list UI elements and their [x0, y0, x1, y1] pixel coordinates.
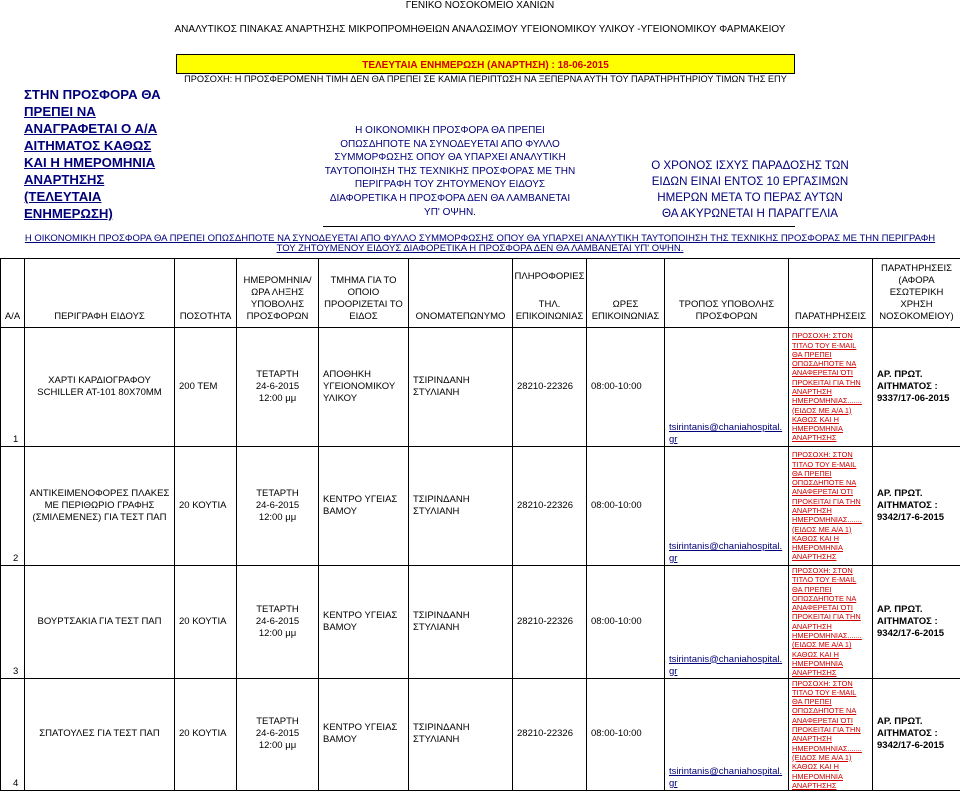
cell-line: ΑΝΤΙΚΕΙΜΕΝΟΦΟΡΕΣ ΠΛΑΚΕΣ [29, 488, 170, 499]
cell-line: ΥΛΙΚΟΥ [323, 393, 358, 404]
cell-line[interactable]: tsirintanis@chaniahospital. [669, 541, 783, 552]
cell-line: ΣΠΑΤΟΥΛΕΣ ΓΙΑ ΤΕΣΤ ΠΑΠ [39, 728, 160, 740]
protocol-line: 9342/17-6-2015 [877, 512, 945, 523]
cell-line: ΣΤΥΛΙΑΝΗ [413, 506, 460, 517]
remark-line: ΠΡΟΣΟΧΗ: ΣΤΟΝ [792, 331, 853, 341]
item-quantity: 200 ΤΕΜ [175, 328, 237, 447]
remark-line: ΗΜΕΡΟΜΗΝΙΑΣ....... [792, 743, 862, 753]
middle-note-line: ΔΙΑΦΟΡΕΤΙΚΑ Η ΠΡΟΣΦΟΡΑ ΔΕΝ ΘΑ ΛΑΜΒΑΝΕΤΑΙ [329, 192, 571, 204]
item-description [25, 447, 175, 566]
table-row [1, 447, 960, 566]
protocol-line: ΑΡ. ΠΡΩΤ. [877, 488, 923, 499]
remark-line: (ΕΙΔΟΣ ΜΕ Α/Α 1) [792, 640, 852, 650]
cell-line: ΤΕΤΑΡΤΗ [256, 488, 299, 499]
contact-phone: 28210-22326 [513, 447, 587, 566]
left-note-line: ΠΡΕΠΕΙ ΝΑ [24, 104, 96, 119]
item-deadline [237, 678, 319, 791]
item-department [319, 566, 409, 679]
document-subtitle: ΑΝΑΛΥΤΙΚΟΣ ΠΙΝΑΚΑΣ ΑΝΑΡΤΗΣΗΣ ΜΙΚΡΟΠΡΟΜΗΘΕΙΩΝ ΑΝΑΛΩΣΙΜΟΥ ΥΓΕΙΟΝΟΜΙΚΟΥ ΥΛΙΚΟΥ -ΥΓΕΙΟΝΟΜΙΚΟΥ ΦΑΡΜΑΚΕΙΟΥ [174, 24, 786, 35]
remark-line: ΑΝΑΡΤΗΣΗΣ [792, 780, 837, 790]
remark-line: ΠΡΟΚΕΙΤΑΙ ΓΙΑ ΤΗΝ [792, 377, 861, 387]
remark-line: ΑΝΑΦΕΡΕΤΑΙ ΌΤΙ [792, 603, 853, 613]
email-link[interactable] [665, 447, 789, 566]
col-header-method [665, 259, 789, 328]
header-line: ΠΡΟΣΦΟΡΩΝ [246, 311, 309, 322]
cell-line: 24-6-2015 [255, 728, 300, 740]
full-note-line: Η ΟΙΚΟΝΟΜΙΚΗ ΠΡΟΣΦΟΡΑ ΘΑ ΠΡΕΠΕΙ ΟΠΩΣΔΗΠΟΤΕ ΝΑ ΣΥΝΟΔΕΥΕΤΑΙ ΑΠΟ ΦΥΛΛΟ ΣΥΜΜΟΡΦΩΣΗΣ ΟΠΟΥ ΘΑ ΥΠΑΡΧΕΙ ΑΝΑΛΥΤΙΚΗ ΤΑΥΤΟΠΟΙΗΣΗ ΤΗΣ ΤΕΧΝΙΚΗΣ ΠΡΟΣΦΟΡΑΣ ΜΕ ΤΗΝ ΠΕΡΙΓΡΑΦΗ [24, 233, 936, 244]
cell-line: ΤΕΤΑΡΤΗ [256, 603, 299, 615]
left-note-line: ΚΑΙ Η ΗΜΕΡΟΜΗΝΙΑ [24, 155, 156, 170]
protocol-line: 9342/17-6-2015 [877, 740, 945, 752]
protocol-line: ΑΙΤΗΜΑΤΟΣ : [877, 728, 938, 740]
header-line: ΠΡΟΟΡΙΖΕΤΑΙ ΤΟ [324, 299, 403, 310]
cell-line: ΜΕ ΠΕΡΙΘΩΡΙΟ ΓΡΑΦΗΣ [44, 500, 155, 511]
full-width-note [0, 234, 960, 254]
header-line: ΗΜΕΡΟΜΗΝΙΑ/ [243, 275, 312, 286]
left-note-line: (ΤΕΛΕΥΤΑΙΑ [24, 189, 102, 204]
col-header-department [319, 259, 409, 328]
remark-line: ΑΝΑΡΤΗΣΗ [792, 387, 832, 396]
remarks-cell [789, 566, 873, 679]
remark-line: ΟΠΩΣΔΗΠΟΤΕ ΝΑ [792, 706, 857, 716]
cell-line: ΒΑΜΟΥ [323, 506, 358, 517]
remark-line: ΘΑ ΠΡΕΠΕΙ [792, 584, 832, 594]
header-line: ΤΡΟΠΟΣ ΥΠΟΒΟΛΗΣ [678, 299, 775, 310]
row-number: 1 [1, 328, 25, 447]
remarks-cell [789, 328, 873, 447]
header-line: ΤΗΛ. [538, 299, 561, 310]
contact-name [409, 566, 513, 679]
remark-line: ΟΠΩΣΔΗΠΟΤΕ ΝΑ [792, 359, 857, 369]
cell-line: 24-6-2015 [255, 500, 300, 511]
remark-line: (ΕΙΔΟΣ ΜΕ Α/Α 1) [792, 524, 852, 534]
middle-note-line: Η ΟΙΚΟΝΟΜΙΚΗ ΠΡΟΣΦΟΡΑ ΘΑ ΠΡΕΠΕΙ [355, 125, 545, 136]
cell-line: ΚΕΝΤΡΟ ΥΓΕΙΑΣ [323, 722, 398, 734]
divider-rule [323, 226, 795, 227]
remark-line: ΚΑΘΩΣ ΚΑΙ Η [792, 649, 839, 659]
cell-line[interactable]: tsirintanis@chaniahospital. [669, 766, 783, 778]
remarks-cell [789, 678, 873, 791]
cell-line[interactable]: tsirintanis@chaniahospital. [669, 422, 783, 433]
remark-line: ΤΙΤΛΟ ΤΟΥ E-MAIL [792, 687, 857, 697]
protocol-cell [873, 678, 960, 791]
protocol-cell [873, 566, 960, 679]
cell-line[interactable]: gr [669, 778, 678, 790]
remarks-cell [789, 447, 873, 566]
protocol-line: ΑΡ. ΠΡΩΤ. [877, 369, 923, 380]
cell-line: (ΣΜΙΛΕΜΕΝΕΣ) ΓΙΑ ΤΕΣΤ ΠΑΠ [32, 512, 167, 523]
cell-line[interactable]: tsirintanis@chaniahospital. [669, 653, 783, 665]
remark-line: ΟΠΩΣΔΗΠΟΤΕ ΝΑ [792, 478, 857, 488]
cell-line: ΤΣΙΡΙΝΔΑΝΗ [413, 375, 470, 386]
row-number: 3 [1, 566, 25, 679]
remark-line: ΑΝΑΡΤΗΣΗΣ [792, 552, 837, 562]
item-department [319, 447, 409, 566]
header-line: (ΑΦΟΡΑ [898, 275, 935, 286]
cell-line: ΚΕΝΤΡΟ ΥΓΕΙΑΣ [323, 494, 398, 505]
col-header-description: ΠΕΡΙΓΡΑΦΗ ΕΙΔΟΥΣ [25, 259, 175, 328]
protocol-line: ΑΡ. ΠΡΩΤ. [877, 603, 923, 615]
cell-line: ΣΤΥΛΙΑΝΗ [413, 387, 460, 398]
table-row [1, 678, 960, 791]
table-row [1, 328, 960, 447]
item-deadline [237, 447, 319, 566]
contact-phone: 28210-22326 [513, 566, 587, 679]
middle-note-line: ΥΠ' ΟΨΗΝ. [424, 206, 476, 218]
protocol-line: ΑΙΤΗΜΑΤΟΣ : [877, 500, 938, 511]
remark-line: ΠΡΟΣΟΧΗ: ΣΤΟΝ [792, 566, 853, 575]
contact-name [409, 678, 513, 791]
cell-line: 12:00 μμ [258, 393, 297, 404]
header-line: ΠΑΡΑΤΗΡΗΣΕΙΣ [880, 263, 953, 274]
header-line: ΧΡΗΣΗ [900, 299, 933, 310]
remark-line: ΗΜΕΡΟΜΗΝΙΑ [792, 543, 843, 553]
cell-line[interactable]: gr [669, 665, 678, 677]
cell-line: 12:00 μμ [258, 627, 297, 639]
item-deadline [237, 328, 319, 447]
right-note-line: Ο ΧΡΟΝΟΣ ΙΣΧΥΣ ΠΑΡΑΔΟΣΗΣ ΤΩΝ [651, 159, 849, 172]
remark-line: ΗΜΕΡΟΜΗΝΙΑΣ....... [792, 515, 862, 525]
cell-line: ΑΠΟΘΗΚΗ [323, 369, 372, 380]
protocol-cell [873, 447, 960, 566]
row-number: 4 [1, 678, 25, 791]
cell-line: SCHILLER AT-101 80X70MM [37, 387, 162, 398]
cell-line: ΤΣΙΡΙΝΔΑΝΗ [413, 494, 470, 505]
header-line: ΩΡΑ ΛΗΞΗΣ [251, 287, 304, 298]
middle-note [320, 124, 580, 219]
cell-line[interactable]: gr [669, 434, 678, 445]
header-line: ΩΡΕΣ [612, 299, 639, 310]
header-line: ΤΜΗΜΑ ΓΙΑ ΤΟ [330, 275, 397, 286]
item-quantity: 20 ΚΟΥΤΙΑ [175, 447, 237, 566]
header-line: ΠΡΟΣΦΟΡΩΝ [695, 311, 758, 322]
price-warning: ΠΡΟΣΟΧΗ: Η ΠΡΟΣΦΕΡΟΜΕΝΗ ΤΙΜΗ ΔΕΝ ΘΑ ΠΡΕΠΕΙ ΣΕ ΚΑΜΙΑ ΠΕΡΙΠΤΩΣΗ ΝΑ ΞΕΠΕΡΝΑ ΑΥΤΗ ΤΟΥ ΠΑΡΑΤΗΡΗΤΗΡΙΟΥ ΤΙΜΩΝ ΤΗΣ ΕΠΥ [184, 74, 787, 84]
col-header-hours [587, 259, 665, 328]
remark-line: ΑΝΑΡΤΗΣΗΣ [792, 433, 837, 443]
remark-line: ΗΜΕΡΟΜΗΝΙΑ [792, 658, 843, 668]
remark-line: ΗΜΕΡΟΜΗΝΙΑΣ....... [792, 631, 862, 641]
cell-line: 24-6-2015 [255, 381, 300, 392]
remark-line: ΚΑΘΩΣ ΚΑΙ Η [792, 762, 839, 772]
header-line: ΕΣΩΤΕΡΙΚΗ [889, 287, 944, 298]
item-deadline [237, 566, 319, 679]
remark-line: ΑΝΑΦΕΡΕΤΑΙ ΌΤΙ [792, 368, 853, 378]
protocol-line: ΑΡ. ΠΡΩΤ. [877, 716, 923, 728]
item-quantity: 20 ΚΟΥΤΙΑ [175, 566, 237, 679]
left-note-line: ΑΝΑΓΡΑΦΕΤΑΙ Ο Α/Α [24, 121, 158, 136]
middle-note-line: ΠΕΡΙΓΡΑΦΗ ΤΟΥ ΖΗΤΟΥΜΕΝΟΥ ΕΙΔΟΥΣ [354, 179, 546, 191]
remark-line: ΗΜΕΡΟΜΗΝΙΑ [792, 424, 843, 434]
header-line: ΕΠΙΚΟΙΝΩΝΙΑΣ [591, 311, 660, 322]
col-header-remarks: ΠΑΡΑΤΗΡΗΣΕΙΣ [789, 259, 873, 328]
contact-hours: 08:00-10:00 [587, 566, 665, 679]
protocol-line: ΑΙΤΗΜΑΤΟΣ : [877, 381, 938, 392]
header-line: ΟΠΟΙΟ [347, 287, 380, 298]
protocol-line: 9337/17-06-2015 [877, 393, 950, 404]
middle-note-line: ΟΠΩΣΔΗΠΟΤΕ ΝΑ ΣΥΝΟΔΕΥΕΤΑΙ ΑΠΟ ΦΥΛΛΟ [340, 138, 560, 150]
cell-line: 12:00 μμ [258, 740, 297, 752]
contact-hours: 08:00-10:00 [587, 447, 665, 566]
right-note-line: ΕΙΔΩΝ ΕΙΝΑΙ ΕΝΤΟΣ 10 ΕΡΓΑΣΙΜΩΝ [651, 175, 849, 188]
cell-line[interactable]: gr [669, 553, 678, 564]
left-note-line: ΕΝΗΜΕΡΩΣΗ) [24, 206, 113, 221]
contact-hours: 08:00-10:00 [587, 328, 665, 447]
contact-phone: 28210-22326 [513, 678, 587, 791]
remark-line: ΠΡΟΚΕΙΤΑΙ ΓΙΑ ΤΗΝ [792, 612, 861, 622]
remark-line: (ΕΙΔΟΣ ΜΕ Α/Α 1) [792, 405, 852, 415]
item-department [319, 678, 409, 791]
col-header-quantity: ΠΟΣΟΤΗΤΑ [175, 259, 237, 328]
item-description [25, 328, 175, 447]
remark-line: ΘΑ ΠΡΕΠΕΙ [792, 468, 832, 478]
remark-line: ΚΑΘΩΣ ΚΑΙ Η [792, 414, 839, 424]
col-header-internal-remarks [873, 259, 960, 328]
remark-line: ΠΡΟΣΟΧΗ: ΣΤΟΝ [792, 678, 853, 688]
cell-line: ΒΟΥΡΤΣΑΚΙΑ ΓΙΑ ΤΕΣΤ ΠΑΠ [37, 615, 162, 627]
remark-line: ΑΝΑΡΤΗΣΗ [792, 734, 832, 744]
col-header-phone [513, 259, 587, 328]
cell-line: ΤΣΙΡΙΝΔΑΝΗ [413, 722, 470, 734]
left-note-line: ΣΤΗΝ ΠΡΟΣΦΟΡΑ ΘΑ [24, 87, 161, 102]
remark-line: ΘΑ ΠΡΕΠΕΙ [792, 349, 832, 359]
cell-line: ΣΤΥΛΙΑΝΗ [413, 621, 460, 633]
item-description [25, 566, 175, 679]
item-department [319, 328, 409, 447]
item-description [25, 678, 175, 791]
col-header-name: ΟΝΟΜΑΤΕΠΩΝΥΜΟ [409, 259, 513, 328]
item-quantity: 20 ΚΟΥΤΙΑ [175, 678, 237, 791]
cell-line: ΒΑΜΟΥ [323, 734, 358, 746]
table-header-row [1, 259, 960, 328]
header-line: ΥΠΟΒΟΛΗΣ [250, 299, 305, 310]
protocol-line: 9342/17-6-2015 [877, 627, 945, 639]
middle-note-line: ΣΥΜΜΟΡΦΩΣΗΣ ΟΠΟΥ ΘΑ ΥΠΑΡΧΕΙ ΑΝΑΛΥΤΙΚΗ [334, 152, 566, 164]
middle-note-line: ΤΑΥΤΟΠΟΙΗΣΗ ΤΗΣ ΤΕΧΝΙΚΗΣ ΠΡΟΣΦΟΡΑΣ ΜΕ ΤΗΝ [324, 165, 576, 177]
cell-line: ΣΤΥΛΙΑΝΗ [413, 734, 460, 746]
left-note [24, 86, 174, 222]
cell-line: ΚΕΝΤΡΟ ΥΓΕΙΑΣ [323, 609, 398, 621]
hospital-name: ΓΕΝΙΚΟ ΝΟΣΟΚΟΜΕΙΟ ΧΑΝΙΩΝ [405, 0, 555, 11]
email-link[interactable] [665, 678, 789, 791]
remark-line: ΑΝΑΡΤΗΣΗ [792, 506, 832, 515]
remark-line: ΠΡΟΚΕΙΤΑΙ ΓΙΑ ΤΗΝ [792, 725, 861, 735]
remark-line: ΟΠΩΣΔΗΠΟΤΕ ΝΑ [792, 593, 857, 603]
remark-line: ΗΜΕΡΟΜΗΝΙΑΣ....... [792, 396, 862, 406]
row-number: 2 [1, 447, 25, 566]
full-note-line: ΤΟΥ ΖΗΤΟΥΜΕΝΟΥ ΕΙΔΟΥΣ ΔΙΑΦΟΡΕΤΙΚΑ Η ΠΡΟΣΦΟΡΑ ΔΕΝ ΘΑ ΛΑΜΒΑΝΕΤΑΙ ΥΠ' ΟΨΗΝ. [276, 243, 684, 254]
header-line: ΝΟΣΟΚΟΜΕΙΟΥ) [879, 311, 954, 322]
protocol-cell [873, 328, 960, 447]
remark-line: ΠΡΟΣΟΧΗ: ΣΤΟΝ [792, 450, 853, 460]
email-link[interactable] [665, 328, 789, 447]
info-group-label: ΠΛΗΡΟΦΟΡΙΕΣ [514, 271, 585, 282]
contact-phone: 28210-22326 [513, 328, 587, 447]
remark-line: ΑΝΑΡΤΗΣΗΣ [792, 668, 837, 678]
col-header-deadline [237, 259, 319, 328]
cell-line: 24-6-2015 [255, 615, 300, 627]
header-line: ΕΠΙΚΟΙΝΩΝΙΑΣ [515, 311, 584, 322]
left-note-line: ΑΙΤΗΜΑΤΟΣ ΚΑΘΩΣ [24, 138, 152, 153]
procurement-table [0, 258, 960, 791]
right-note [620, 158, 880, 222]
remark-line: ΑΝΑΦΕΡΕΤΑΙ ΌΤΙ [792, 487, 853, 497]
remark-line: ΚΑΘΩΣ ΚΑΙ Η [792, 533, 839, 543]
right-note-line: ΘΑ ΑΚΥΡΩΝΕΤΑΙ Η ΠΑΡΑΓΓΕΛΙΑ [661, 207, 839, 220]
remark-line: ΑΝΑΦΕΡΕΤΑΙ ΌΤΙ [792, 715, 853, 725]
cell-line: ΤΕΤΑΡΤΗ [256, 369, 299, 380]
remark-line: ΤΙΤΛΟ ΤΟΥ E-MAIL [792, 575, 857, 585]
cell-line: ΤΣΙΡΙΝΔΑΝΗ [413, 609, 470, 621]
remark-line: ΑΝΑΡΤΗΣΗ [792, 621, 832, 631]
protocol-line: ΑΙΤΗΜΑΤΟΣ : [877, 615, 938, 627]
remark-line: ΤΙΤΛΟ ΤΟΥ E-MAIL [792, 340, 857, 350]
cell-line: ΒΑΜΟΥ [323, 621, 358, 633]
contact-name [409, 328, 513, 447]
cell-line: ΤΕΤΑΡΤΗ [256, 716, 299, 728]
cell-line: ΧΑΡΤΙ ΚΑΡΔΙΟΓΡΑΦΟΥ [48, 375, 151, 386]
contact-hours: 08:00-10:00 [587, 678, 665, 791]
last-update-label: ΤΕΛΕΥΤΑΙΑ ΕΝΗΜΕΡΩΣΗ (ΑΝΑΡΤΗΣΗ) : 18-06-2015 [362, 60, 609, 71]
remark-line: ΠΡΟΚΕΙΤΑΙ ΓΙΑ ΤΗΝ [792, 496, 861, 506]
header-line: ΕΙΔΟΣ [349, 311, 378, 322]
remark-line: ΗΜΕΡΟΜΗΝΙΑ [792, 771, 843, 781]
remark-line: (ΕΙΔΟΣ ΜΕ Α/Α 1) [792, 752, 852, 762]
remark-line: ΘΑ ΠΡΕΠΕΙ [792, 697, 832, 707]
contact-name [409, 447, 513, 566]
remark-line: ΤΙΤΛΟ ΤΟΥ E-MAIL [792, 459, 857, 469]
cell-line: 12:00 μμ [258, 512, 297, 523]
right-note-line: ΗΜΕΡΩΝ ΜΕΤΑ ΤΟ ΠΕΡΑΣ ΑΥΤΩΝ [657, 191, 843, 204]
left-note-line: ΑΝΑΡΤΗΣΗΣ [24, 172, 105, 187]
cell-line: ΥΓΕΙΟΝΟΜΙΚΟΥ [323, 381, 396, 392]
table-row [1, 566, 960, 679]
col-header-aa: Α/Α [1, 259, 25, 328]
email-link[interactable] [665, 566, 789, 679]
